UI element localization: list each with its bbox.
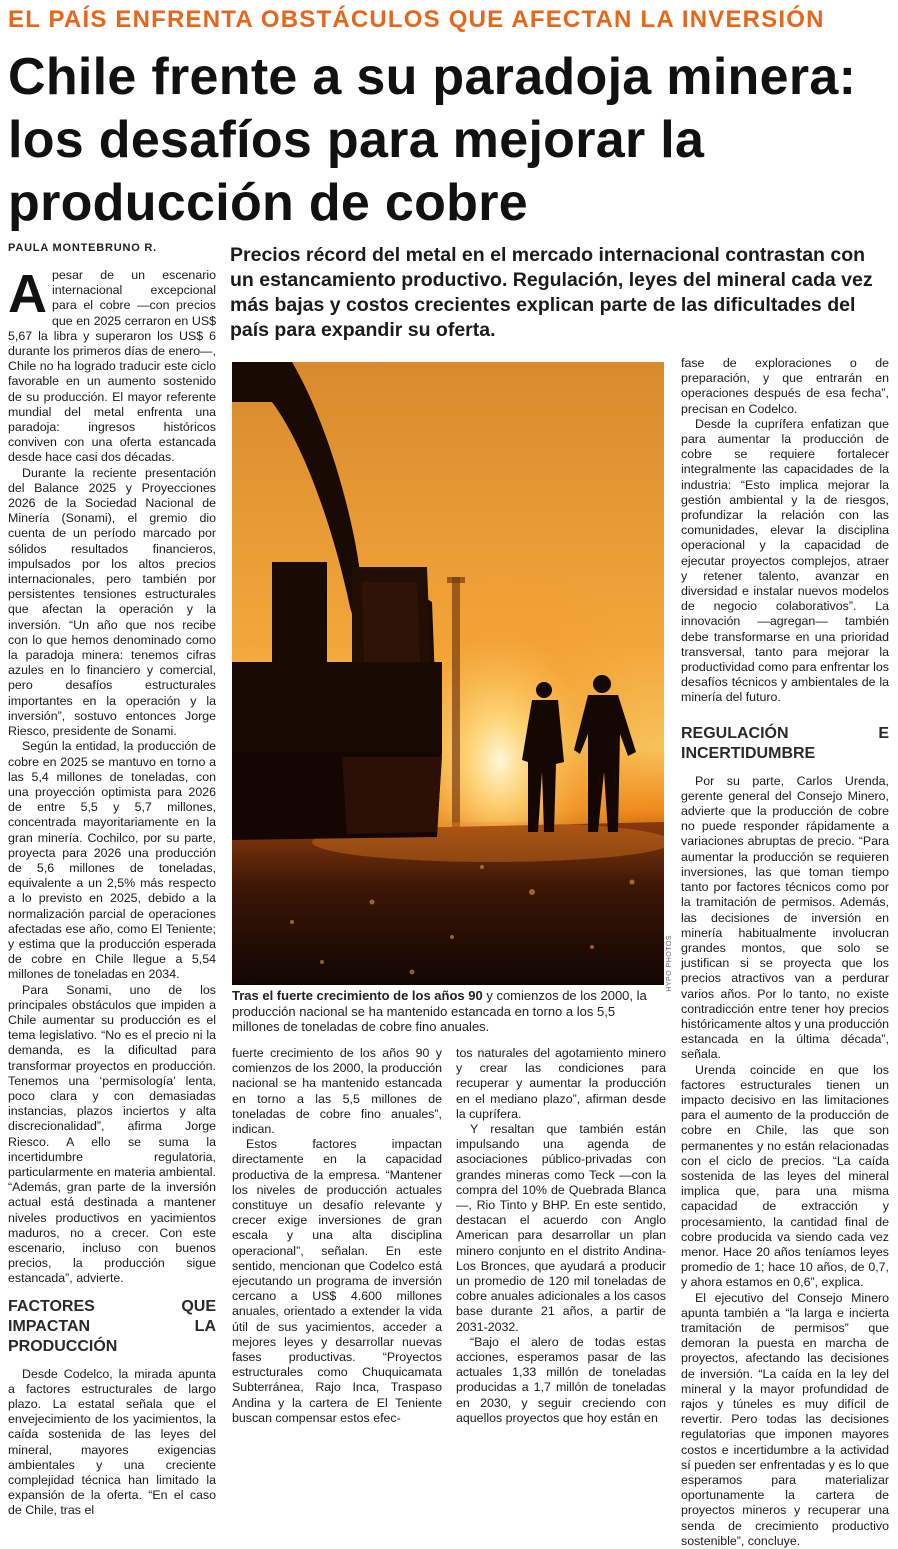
paragraph: El ejecutivo del Consejo Minero apunta también a “la larga e incierta tramitación de permisos” que demoran la puesta en marcha de proyectos, afectando las decisiones de inversión. “La caída en la ley del mineral y la mayor profundidad de rajos y túneles es muy difícil de revertir. Pero todas las decisiones regulatorias que imponen mayores costos e incertidumbre a la actividad sí pueden ser enfrentadas y es lo que esperamos para materializar oportunamente la cartera de proyectos mineros y recuperar una senda de crecimiento productivo sostenible”, concluye. (681, 1290, 889, 1548)
subhead: FACTORES QUE IMPACTAN LA PRODUCCIÓN (8, 1297, 216, 1355)
article-photo (232, 362, 664, 985)
headline: Chile frente a su paradoja minera: los desafíos para mejorar la producción de cobre (8, 48, 857, 232)
paragraph: Desde la cuprífera enfatizan que para aumentar la producción de cobre se requiere fortalecer integralmente las capacidades de la industria: “Esto implica mejorar la gestión ambiental y la de riesgos, profundizar la relación con las comunidades, elevar la disciplina operacional y la capacidad de ejecutar proyectos complejos, atraer y retener talento, avanzar en diversidad e instalar nuevos modelos de negocio colaborativos”. La innovación —agregan— también debe transformarse en una prioridad transversal, tanto para mejorar la productividad como para enfrentar los desafíos técnicos y ambientales de la minería del futuro. (681, 416, 890, 705)
column-1 (8, 264, 216, 1519)
byline: PAULA MONTEBRUNO R. (8, 242, 158, 254)
paragraph: tos naturales del agotamiento minero y crear las condiciones para recuperar y aumentar la producción en el mediano plazo”, afirman desde la cuprífera. (456, 1046, 666, 1121)
column-2 (232, 1046, 442, 1426)
paragraph: Durante la reciente presentación del Balance 2025 y Proyecciones 2026 de la Sociedad Nacional de Minería (Sonami), el gremio dio cuenta de un período marcado por sólidos resultados financieros, impulsados por los altos precios internacionales, pero también por persistentes tensiones estructurales que afectan la operación y la inversión. “Un año que nos recibe con lo que hemos denominado como la paradoja minera: tenemos cifras azules en lo financiero y comercial, pero desafíos estructurales importantes en la operación y la inversión”, sostuvo entonces Jorge Riesco, presidente de Sonami. (8, 465, 216, 739)
paragraph: Y resaltan que también están impulsando una agenda de asociaciones público-privadas con grandes mineras como Teck —con la compra del 10% de Quebrada Blanca—, Rio Tinto y BHP. En este sentido, destacan el acuerdo con Anglo American para desarrollar un plan minero conjunto en el distrito Andina-Los Bronces, que ayudará a producir un promedio de 120 mil toneladas de cobre anuales adicionales a los casos base durante 21 años, a partir de 2031-2032. (456, 1122, 666, 1334)
photo-caption: Tras el fuerte crecimiento de los años 90 y comienzos de los 2000, la producción nacional se ha mantenido estancada en torno a los 5,5 millones de toneladas de cobre fino anuales. (232, 988, 647, 1034)
paragraph: Apesar de un escenario internacional excepcional para el cobre —con precios que en 2025 cerraron en US$ 5,67 la libra y superaron los US$ 6 durante los primeros días de enero—, Chile no ha logrado traducir este ciclo favorable en un aumento sostenido de su producción. El mayor referente mundial del metal enfrenta una paradoja: ingresos históricos conviven con una oferta estancada desde hace casi dos décadas. (8, 264, 216, 465)
paragraph: Desde Codelco, la mirada apunta a factores estructurales de largo plazo. La estatal señala que el envejecimiento de los yacimientos, la caída sostenida de las leyes del mineral, mayores exigencias ambientales y una creciente complejidad técnica han limitado la expansión de la oferta. “En el caso de Chile, tras el (8, 1366, 216, 1518)
kicker: EL PAÍS ENFRENTA OBSTÁCULOS QUE AFECTAN LA INVERSIÓN (8, 6, 825, 33)
paragraph: Para Sonami, uno de los principales obstáculos que impiden a Chile aumentar su producción es el tema legislativo. “No es el precio ni la demanda, es la dificultad para transformar proyectos en producción. Tenemos una ‘permisología’ lenta, poco clara y con demasiadas instancias, plazos inciertos y alta discrecionalidad”, afirma Jorge Riesco. A ello se suma la incertidumbre regulatoria, particularmente en materia ambiental. “Además, gran parte de la inversión actual está destinada a mantener niveles productivos en yacimientos maduros, no a crecer. Con este escenario, incluso con buenos precios, la producción sigue estancada”, advierte. (8, 982, 216, 1286)
paragraph: fuerte crecimiento de los años 90 y comienzos de los 2000, la producción nacional se ha mantenido estancada en torno a las 5,5 millones de toneladas de cobre fino anuales”, indican. (232, 1046, 442, 1137)
subhead: REGULACIÓN E INCERTIDUMBRE (681, 724, 889, 762)
column-3 (456, 1046, 666, 1426)
paragraph: Urenda coincide en que los factores estructurales tienen un impacto decisivo en las limitaciones para el aumento de la producción de cobre en Chile, las que son permanentes y no están relacionadas con el ciclo de precios. “La caída sostenida de las leyes del mineral implica que, para una misma capacidad de extracción y procesamiento, la cantidad final de cobre producida va siendo cada vez menor. Hace 20 años teníamos leyes promedio de 1; hace 10 años, de 0,7, y ahora estamos en 0,6”, explica. (681, 1062, 889, 1290)
column-4 (681, 356, 889, 1549)
paragraph: fase de exploraciones o de preparación, y que entrarán en operaciones después de esa fecha”, precisan en Codelco. (681, 356, 889, 416)
paragraph: Estos factores impactan directamente en la capacidad productiva de la empresa. “Mantener los niveles de producción actuales constituye un desafío relevante y crecer exige inversiones de gran escala y una alta disciplina operacional”, señalan. En este sentido, mencionan que Codelco está ejecutando un programa de inversión cercano a US$ 4.600 millones anuales, orientado a extender la vida útil de sus yacimientos, acceder a mejores leyes y desarrollar nuevas fases productivas. “Proyectos estructurales como Chuquicamata Subterránea, Rajo Inca, Traspaso Andina y la cartera de El Teniente buscan compensar estos efec- (232, 1137, 442, 1425)
deck: Precios récord del metal en el mercado internacional contrastan con un estancamiento productivo. Regulación, leyes del mineral cada vez más bajas y costos crecientes explican parte de las dificultades del país para expandir su oferta. (230, 244, 873, 341)
drop-cap: A (8, 264, 47, 324)
mining-sunset-photo-icon (232, 362, 664, 985)
paragraph: Por su parte, Carlos Urenda, gerente general del Consejo Minero, advierte que la producción de cobre no puede responder rápidamente a variaciones abruptas de precio. “Para aumentar la producción se requieren inversiones, las que toman tiempo tanto por factores técnicos como por la tramitación de permisos. Además, las decisiones de inversión en minería habitualmente involucran grandes montos, que solo se justifican si se proyecta que los precios atractivos van a perdurar varios años. Por lo tanto, no existe contradicción entre tener hoy precios históricamente altos y una producción estancada en la última década”, señala. (681, 773, 890, 1062)
photo-credit: HYPO PHOTOS (666, 935, 673, 992)
paragraph: “Bajo el alero de todas estas acciones, esperamos pasar de las actuales 1,33 millón de toneladas producidas a 1,7 millón de toneladas en 2030, y seguir creciendo con aquellos proyectos que hoy están en (456, 1334, 666, 1425)
paragraph: Según la entidad, la producción de cobre en 2025 se mantuvo en torno a las 5,4 millones de toneladas, con una proyección optimista para 2026 de entre 5,5 y 5,7 millones, concentrada mayoritariamente en la gran minería. Cochilco, por su parte, proyecta para 2026 una producción de 5,6 millones de toneladas, equivalente a un 2,5% más respecto a lo previsto en 2025, debido a la normalización parcial de operaciones afectadas ese año, como El Teniente; y estima que la producción esperada de cobre en Chile llegue a 5,54 millones de toneladas en 2034. (8, 739, 216, 982)
